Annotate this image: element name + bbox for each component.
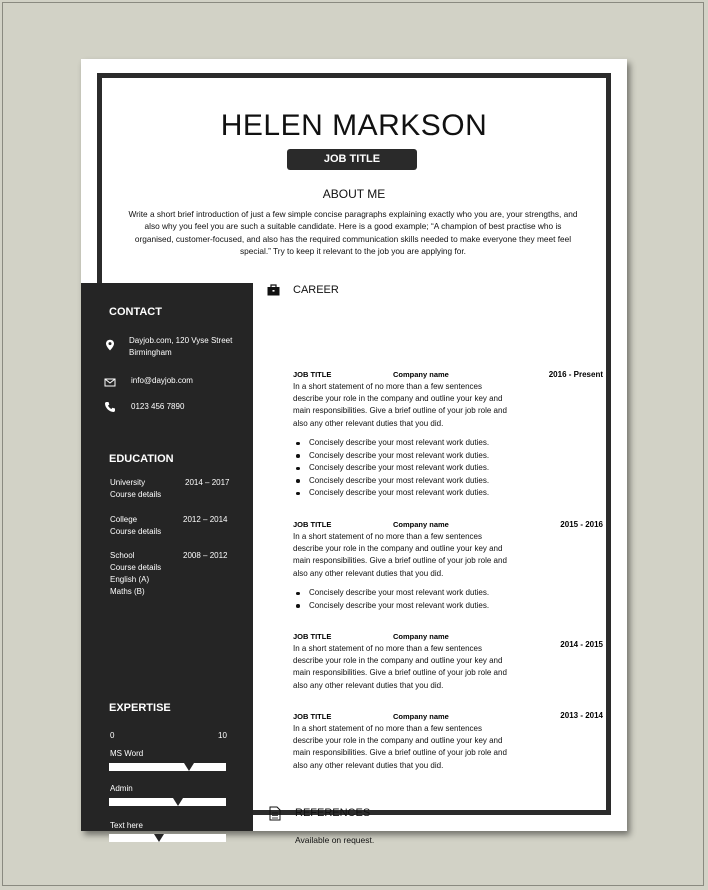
skill-name: Admin — [110, 784, 133, 793]
job-title: JOB TITLE — [293, 712, 332, 721]
contact-email[interactable]: info@dayjob.com — [131, 376, 193, 385]
skill-level-marker — [154, 834, 164, 842]
skill-bar — [109, 763, 226, 771]
envelope-icon — [104, 376, 116, 388]
education-years: 2012 – 2014 — [183, 515, 228, 524]
about-me-heading: ABOUT ME — [322, 187, 386, 201]
job-title: JOB TITLE — [293, 520, 332, 529]
sidebar — [81, 283, 253, 831]
company-name: Company name — [393, 712, 449, 721]
list-item: Concisely describe your most relevant work duties. — [293, 487, 489, 500]
list-item: Concisely describe your most relevant work duties. — [293, 475, 489, 488]
education-heading: EDUCATION — [109, 453, 174, 465]
contact-address-line1: Dayjob.com, 120 Vyse Street — [129, 336, 233, 345]
list-item: Concisely describe your most relevant work duties. — [293, 462, 489, 475]
expertise-heading: EXPERTISE — [109, 702, 171, 714]
education-school: University — [110, 478, 146, 487]
about-me-text: Write a short brief introduction of just a few simple concise paragraphs explaining exactly who you are, your strengths, and also why you feel you are such a suitable candidate. Here is a good example; “A champion of best practise who is organised, customer-focused, and also has the required communication skills needed to make everyone they meet feel special.” Try to keep it relevant to the job you are applying for. — [128, 209, 578, 257]
resume-header — [81, 59, 627, 279]
education-school: School — [110, 551, 135, 560]
job-dates: 2013 - 2014 — [560, 711, 603, 720]
education-detail: Course details — [110, 490, 162, 499]
skill-name: Text here — [110, 821, 143, 830]
expertise-scale-min: 0 — [110, 731, 115, 740]
company-name: Company name — [393, 370, 449, 379]
job-dates: 2015 - 2016 — [560, 520, 603, 529]
education-years: 2008 – 2012 — [183, 551, 228, 560]
job-dates: 2016 - Present — [548, 370, 603, 379]
job-title: JOB TITLE — [293, 632, 332, 641]
skill-name: MS Word — [110, 749, 144, 758]
education-detail: English (A) — [110, 575, 150, 584]
job-description: In a short statement of no more than a few sentences describe your role in the company and outline your key and main responsibilities. Give a brief outline of your job role and also any other relevant duties that you did. — [293, 382, 507, 428]
location-pin-icon — [104, 339, 116, 351]
company-name: Company name — [393, 632, 449, 641]
resume-page — [81, 59, 627, 845]
education-school: College — [110, 515, 138, 524]
education-detail: Course details — [110, 527, 162, 536]
list-item: Concisely describe your most relevant work duties. — [293, 437, 489, 450]
education-detail: Maths (B) — [110, 587, 145, 596]
document-icon — [269, 806, 281, 821]
contact-heading: CONTACT — [109, 306, 162, 318]
job-title-badge: JOB TITLE — [287, 149, 417, 170]
candidate-name: HELEN MARKSON — [220, 109, 488, 142]
job-description: In a short statement of no more than a few sentences describe your role in the company and outline your key and main responsibilities. Give a brief outline of your job role and also any other relevant duties that you did. — [293, 532, 507, 578]
education-years: 2014 – 2017 — [185, 478, 230, 487]
briefcase-icon — [267, 284, 280, 296]
skill-bar — [109, 834, 226, 842]
contact-address-line2: Birmingham — [129, 348, 172, 357]
skill-level-marker — [184, 763, 194, 771]
references-text: Available on request. — [295, 835, 375, 845]
education-detail: Course details — [110, 563, 162, 572]
career-heading: CAREER — [293, 284, 339, 296]
job-description: In a short statement of no more than a few sentences describe your role in the company and outline your key and main responsibilities. Give a brief outline of your job role and also any other relevant duties that you did. — [293, 724, 507, 770]
skill-bar — [109, 798, 226, 806]
job-description: In a short statement of no more than a few sentences describe your role in the company and outline your key and main responsibilities. Give a brief outline of your job role and also any other relevant duties that you did. — [293, 644, 507, 690]
list-item: Concisely describe your most relevant work duties. — [293, 600, 489, 613]
list-item: Concisely describe your most relevant work duties. — [293, 587, 489, 600]
references-heading: REFERENCES — [295, 807, 371, 819]
job-dates: 2014 - 2015 — [560, 640, 603, 649]
contact-phone: 0123 456 7890 — [131, 402, 185, 411]
list-item: Concisely describe your most relevant work duties. — [293, 450, 489, 463]
duties-list — [293, 587, 489, 612]
skill-level-marker — [173, 798, 183, 806]
expertise-scale-max: 10 — [218, 731, 227, 740]
phone-icon — [104, 401, 116, 413]
company-name: Company name — [393, 520, 449, 529]
job-title: JOB TITLE — [293, 370, 332, 379]
duties-list — [293, 437, 489, 500]
